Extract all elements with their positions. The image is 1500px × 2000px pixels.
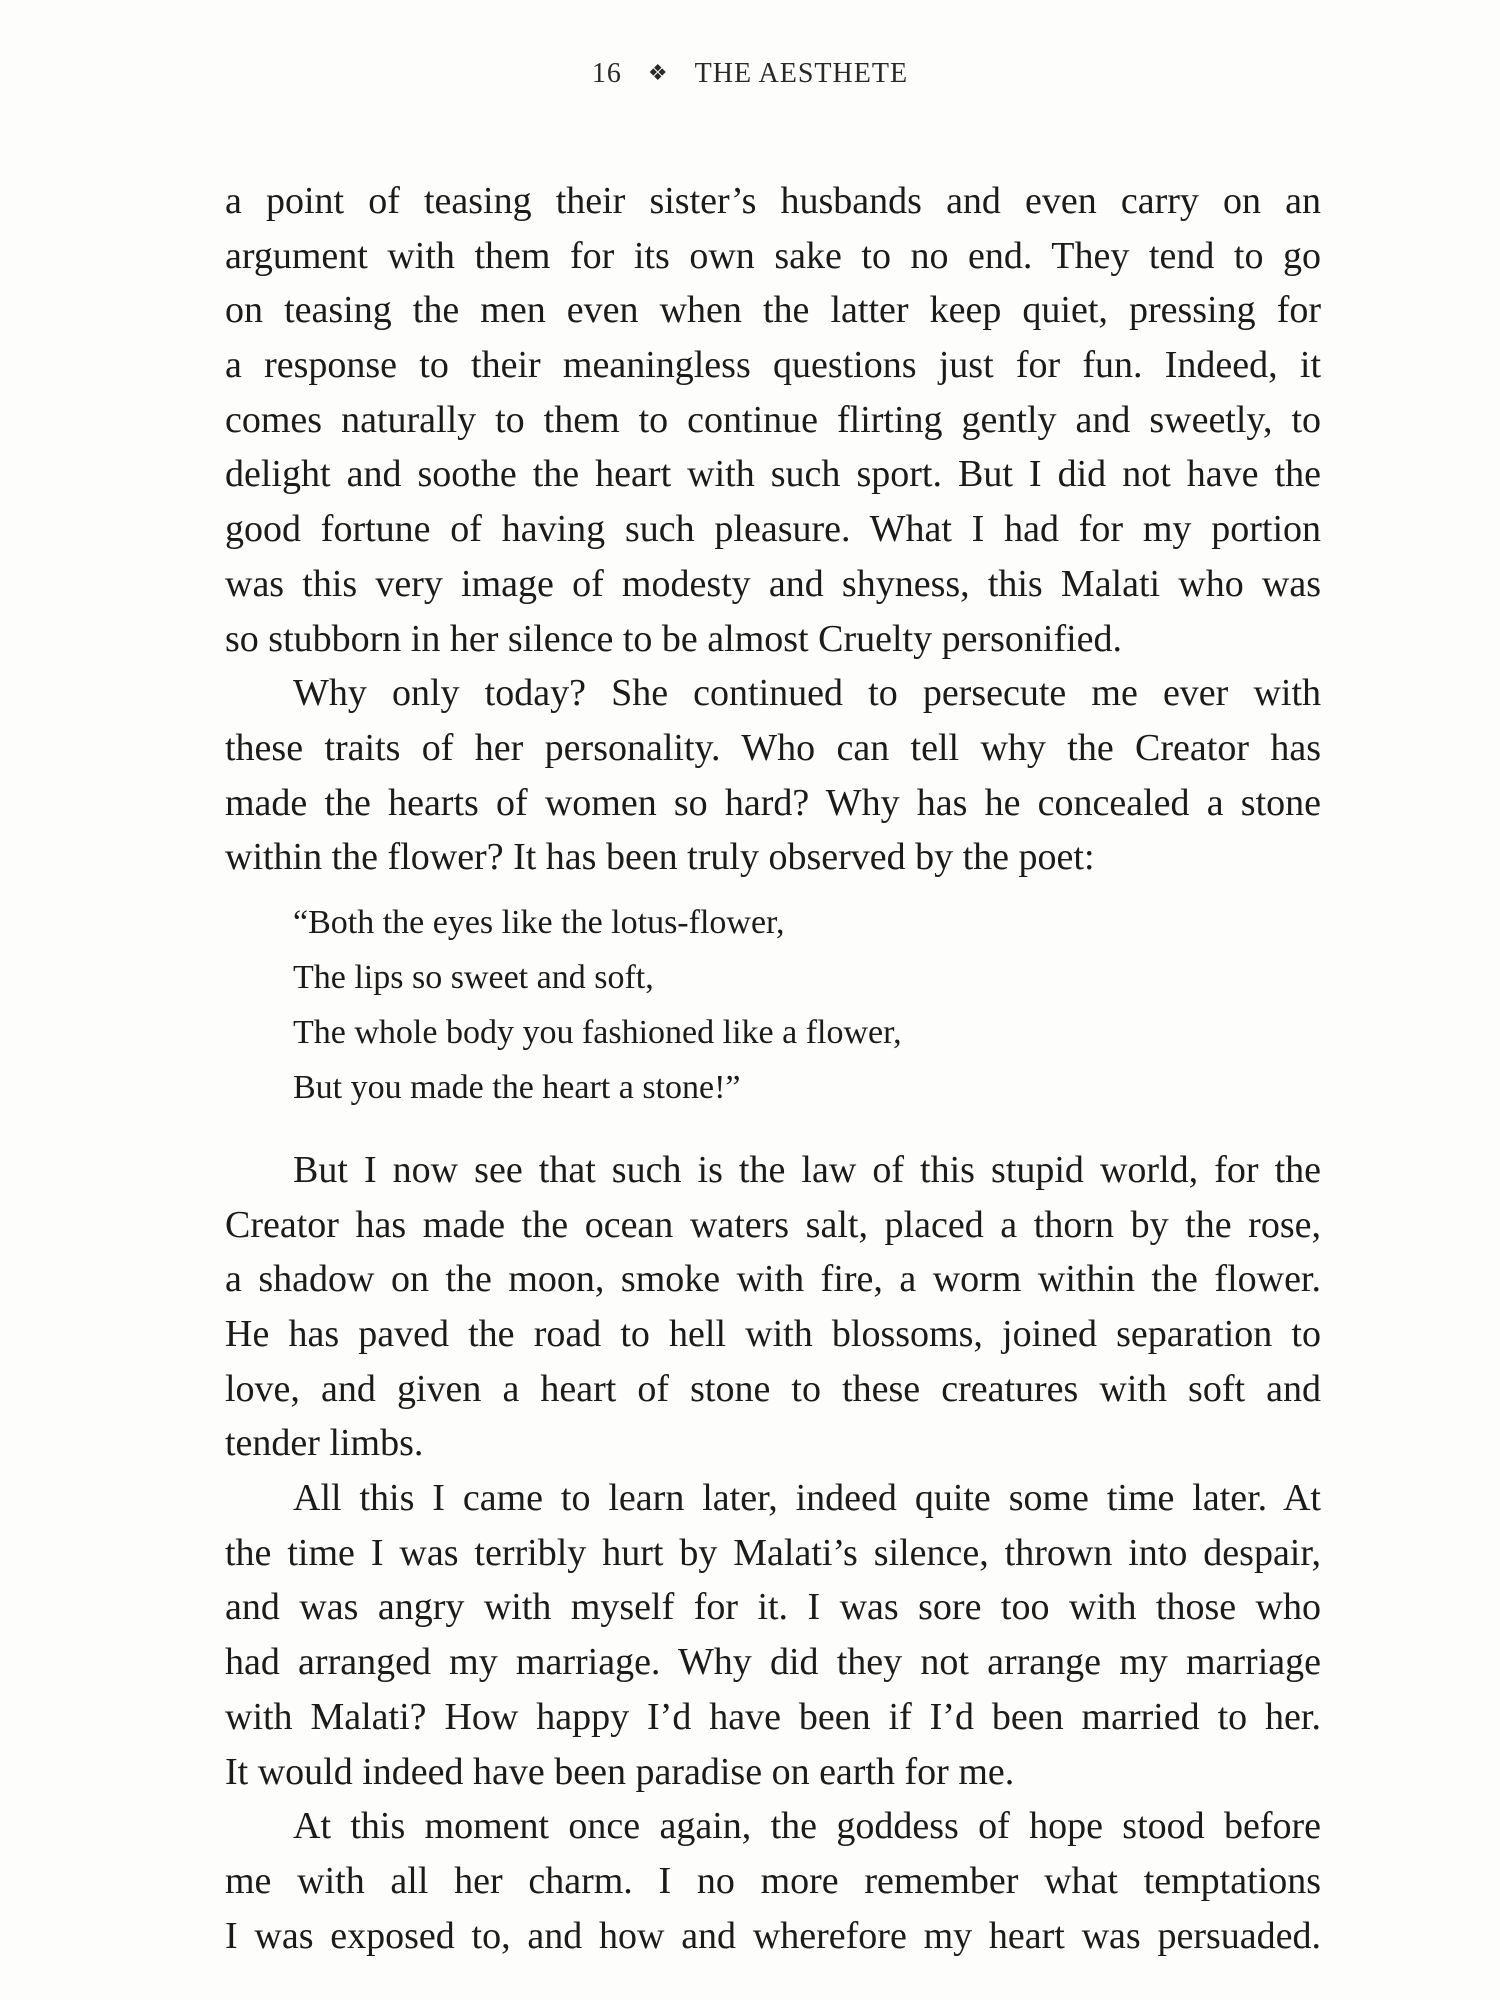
paragraph-4	[225, 1471, 1321, 1799]
text-line: had arranged my marriage. Why did they not arrange my marriage	[225, 1641, 1321, 1684]
text-line: tender limbs.	[225, 1422, 424, 1465]
text-line: Why only today? She continued to persecute me ever with	[293, 672, 1321, 715]
text-line: comes naturally to them to continue flirting gently and sweetly, to	[225, 398, 1321, 441]
text-line: was this very image of modesty and shyness, this Malati who was	[225, 562, 1321, 605]
text-line: He has paved the road to hell with blossoms, joined separation to	[225, 1313, 1321, 1355]
text-line: with Malati? How happy I’d have been if I’d been married to her.	[225, 1695, 1321, 1738]
text-line: I was exposed to, and how and wherefore my heart was persuaded.	[225, 1914, 1321, 1957]
text-line: love, and given a heart of stone to these creatures with soft and	[225, 1367, 1321, 1410]
text-line: At this moment once again, the goddess of hope stood before	[293, 1805, 1321, 1848]
paragraph-5	[225, 1799, 1321, 1963]
text-line: the time I was terribly hurt by Malati’s silence, thrown into despair,	[225, 1531, 1321, 1574]
text-line: good fortune of having such pleasure. What I had for my portion	[225, 508, 1321, 551]
book-title: THE AESTHETE	[694, 58, 909, 89]
text-line: me with all her charm. I no more remember what temptations	[225, 1859, 1321, 1902]
paragraph-3	[225, 1143, 1321, 1471]
paragraph-1	[225, 174, 1321, 666]
text-line: All this I came to learn later, indeed quite some time later. At	[293, 1477, 1321, 1520]
text-line: Creator has made the ocean waters salt, placed a thorn by the rose,	[225, 1203, 1321, 1246]
text-line: delight and soothe the heart with such sport. But I did not have the	[225, 453, 1321, 496]
text-line: a point of teasing their sister’s husbands and even carry on an	[225, 180, 1321, 222]
text-line: a shadow on the moon, smoke with fire, a worm within the flower.	[225, 1258, 1321, 1301]
text-line: argument with them for its own sake to no end. They tend to go	[225, 234, 1321, 277]
running-head	[0, 58, 1500, 90]
paragraph-2	[225, 666, 1321, 885]
ornament-icon: ❖	[647, 60, 669, 85]
body-text	[225, 174, 1321, 1963]
text-line: these traits of her personality. Who can tell why the Creator has	[225, 726, 1321, 769]
verse-line: But you made the heart a stone!”	[293, 1068, 741, 1106]
text-line: made the hearts of women so hard? Why has he concealed a stone	[225, 781, 1321, 824]
text-line: But I now see that such is the law of this stupid world, for the	[293, 1148, 1321, 1191]
verse-line: The whole body you fashioned like a flower,	[293, 1013, 902, 1051]
text-line: and was angry with myself for it. I was sore too with those who	[225, 1586, 1321, 1629]
verse-quote	[225, 895, 1321, 1115]
text-line: so stubborn in her silence to be almost Cruelty personified.	[225, 617, 1123, 660]
text-line: within the flower? It has been truly observed by the poet:	[225, 836, 1095, 879]
verse-line: The lips so sweet and soft,	[293, 958, 654, 996]
verse-line: “Both the eyes like the lotus-flower,	[293, 903, 785, 941]
text-line: on teasing the men even when the latter keep quiet, pressing for	[225, 289, 1321, 332]
text-line: a response to their meaningless questions just for fun. Indeed, it	[225, 344, 1321, 387]
page-number: 16	[591, 58, 622, 89]
text-line: It would indeed have been paradise on earth for me.	[225, 1750, 1015, 1793]
